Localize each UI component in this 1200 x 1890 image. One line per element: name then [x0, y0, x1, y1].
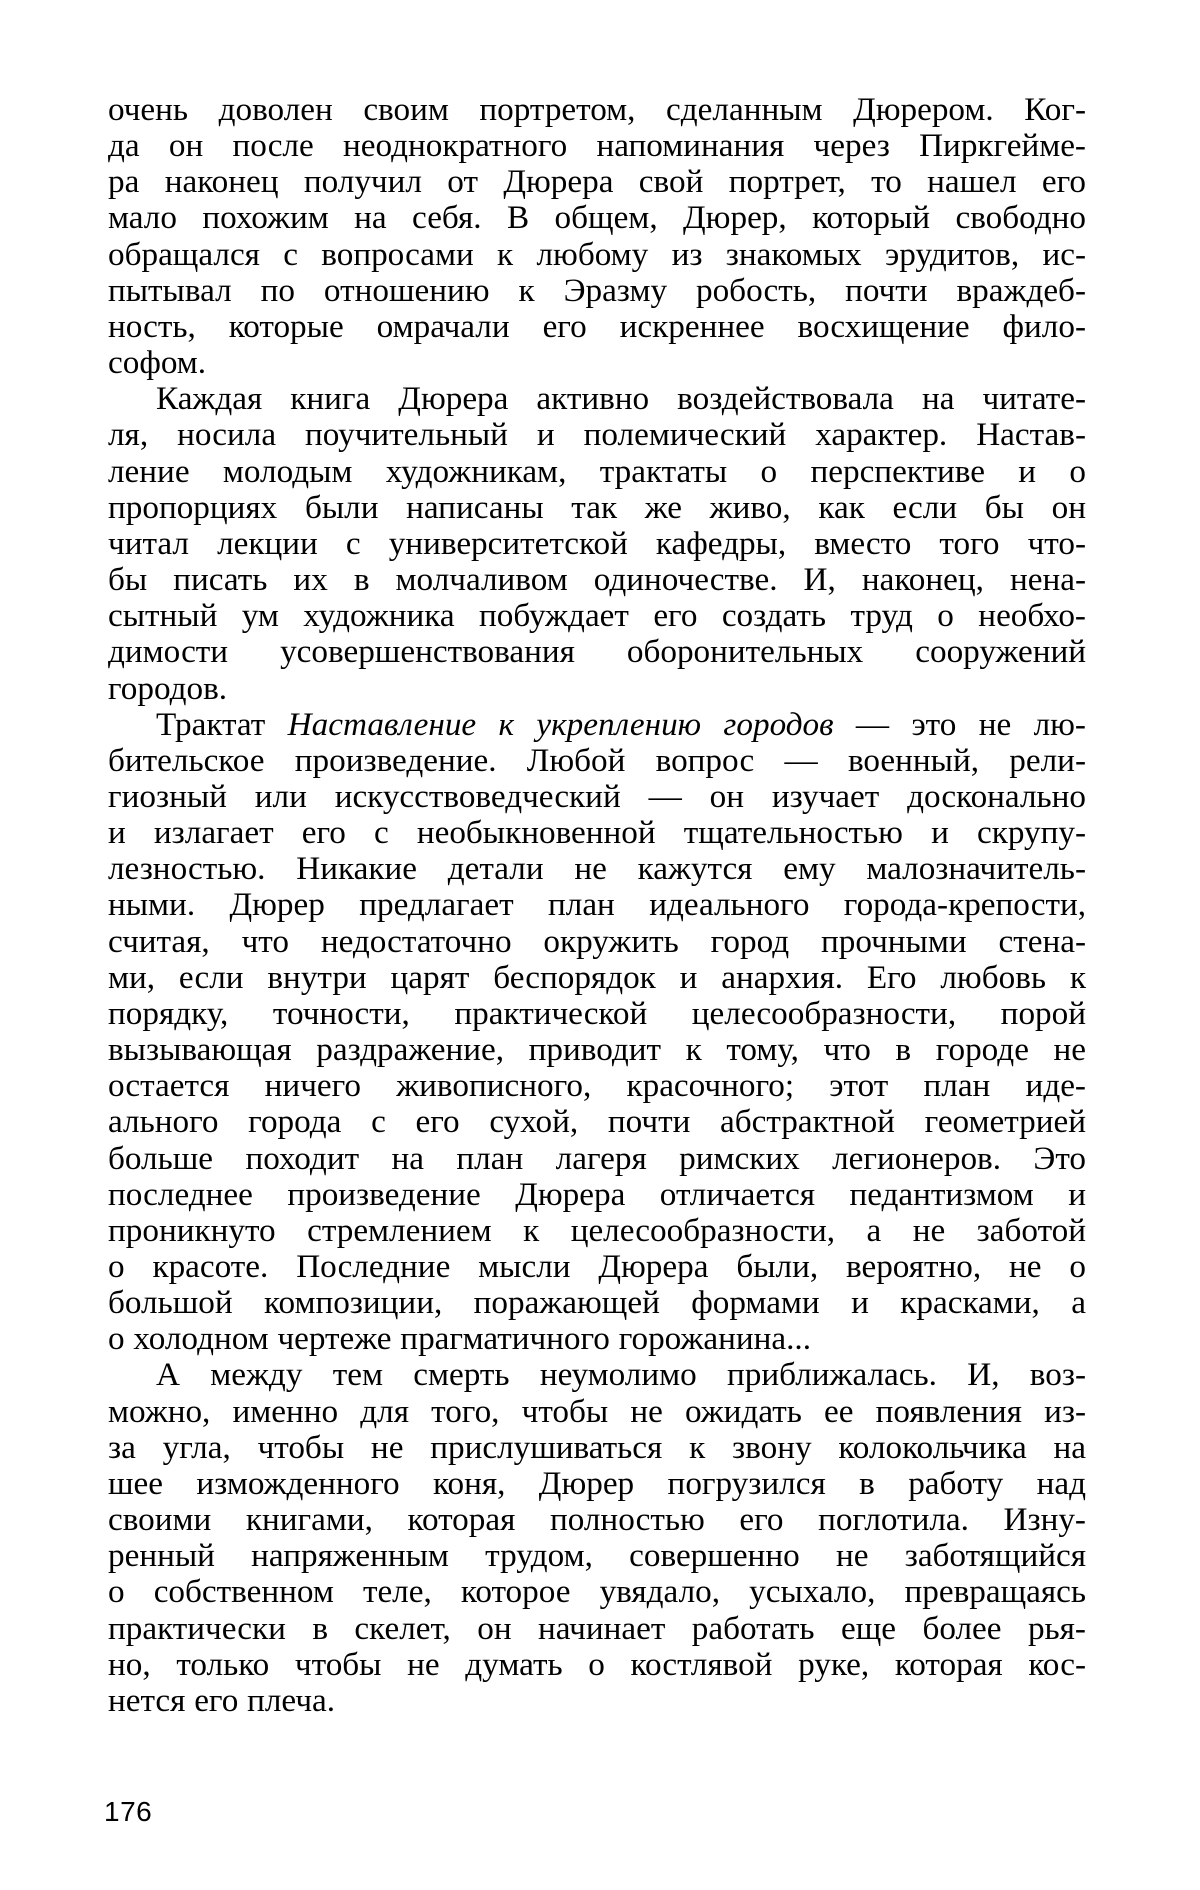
text-line: большой композиции, поражающей формами и красками, а: [108, 1285, 1086, 1321]
text-line: считая, что недостаточно окружить город прочными стена-: [108, 924, 1086, 960]
text-line: можно, именно для того, чтобы не ожидать ее появления из-: [108, 1394, 1086, 1430]
text-line: вызывающая раздражение, приводит к тому, что в городе не: [108, 1032, 1086, 1068]
text-line: гиозный или искусствоведческий — он изучает досконально: [108, 779, 1086, 815]
text-line: нется его плеча.: [108, 1683, 1086, 1719]
text-line: Каждая книга Дюрера активно воздействовала на читате-: [108, 381, 1086, 417]
text-line: практически в скелет, он начинает работать еще более рья-: [108, 1611, 1086, 1647]
text-line: городов.: [108, 671, 1086, 707]
text-line: последнее произведение Дюрера отличается педантизмом и: [108, 1177, 1086, 1213]
text-fragment: — это не лю-: [834, 706, 1086, 743]
paragraph-2: [108, 381, 1086, 706]
text-line: А между тем смерть неумолимо приближалась. И, воз-: [108, 1357, 1086, 1393]
text-line: ля, носила поучительный и полемический характер. Настав-: [108, 417, 1086, 453]
text-line: ра наконец получил от Дюрера свой портрет, то нашел его: [108, 164, 1086, 200]
paragraph-4: [108, 1357, 1086, 1719]
text-line: о холодном чертеже прагматичного горожанина...: [108, 1321, 1086, 1357]
text-fragment: Трактат: [156, 706, 288, 743]
page-number: 176: [104, 1797, 152, 1827]
text-line: да он после неоднократного напоминания через Пиркгейме-: [108, 128, 1086, 164]
text-line: пытывал по отношению к Эразму робость, почти враждеб-: [108, 273, 1086, 309]
text-line: лезностью. Никакие детали не кажутся ему малозначитель-: [108, 851, 1086, 887]
book-page: [0, 0, 1200, 1890]
text-line: бительское произведение. Любой вопрос — военный, рели-: [108, 743, 1086, 779]
text-line: читал лекции с университетской кафедры, вместо того что-: [108, 526, 1086, 562]
text-line: порядку, точности, практической целесообразности, порой: [108, 996, 1086, 1032]
text-line: сытный ум художника побуждает его создать труд о необхо-: [108, 598, 1086, 634]
text-line: димости усовершенствования оборонительных сооружений: [108, 634, 1086, 670]
text-line: ми, если внутри царят беспорядок и анархия. Его любовь к: [108, 960, 1086, 996]
text-line: и излагает его с необыкновенной тщательностью и скрупу-: [108, 815, 1086, 851]
paragraph-3: [108, 707, 1086, 1358]
text-line: [108, 707, 1086, 743]
text-line: очень доволен своим портретом, сделанным Дюрером. Ког-: [108, 92, 1086, 128]
text-line: шее изможденного коня, Дюрер погрузился в работу над: [108, 1466, 1086, 1502]
text-line: ального города с его сухой, почти абстрактной геометрией: [108, 1104, 1086, 1140]
text-line: бы писать их в молчаливом одиночестве. И, наконец, нена-: [108, 562, 1086, 598]
text-line: своими книгами, которая полностью его поглотила. Изну-: [108, 1502, 1086, 1538]
text-line: за угла, чтобы не прислушиваться к звону колокольчика на: [108, 1430, 1086, 1466]
body-text: [108, 92, 1086, 1719]
text-line: проникнуто стремлением к целесообразности, а не заботой: [108, 1213, 1086, 1249]
text-line: софом.: [108, 345, 1086, 381]
text-line: ность, которые омрачали его искреннее восхищение фило-: [108, 309, 1086, 345]
text-line: мало похожим на себя. В общем, Дюрер, который свободно: [108, 200, 1086, 236]
text-line: ренный напряженным трудом, совершенно не заботящийся: [108, 1538, 1086, 1574]
text-line: больше походит на план лагеря римских легионеров. Это: [108, 1141, 1086, 1177]
paragraph-1: [108, 92, 1086, 381]
text-line: обращался с вопросами к любому из знакомых эрудитов, ис-: [108, 237, 1086, 273]
text-line: но, только чтобы не думать о костлявой руке, которая кос-: [108, 1647, 1086, 1683]
text-line: ными. Дюрер предлагает план идеального города-крепости,: [108, 887, 1086, 923]
text-line: о собственном теле, которое увядало, усыхало, превращаясь: [108, 1574, 1086, 1610]
text-line: остается ничего живописного, красочного; этот план иде-: [108, 1068, 1086, 1104]
treatise-title: Наставление к укреплению городов: [288, 706, 834, 743]
text-line: пропорциях были написаны так же живо, как если бы он: [108, 490, 1086, 526]
text-line: ление молодым художникам, трактаты о перспективе и о: [108, 454, 1086, 490]
text-line: о красоте. Последние мысли Дюрера были, вероятно, не о: [108, 1249, 1086, 1285]
